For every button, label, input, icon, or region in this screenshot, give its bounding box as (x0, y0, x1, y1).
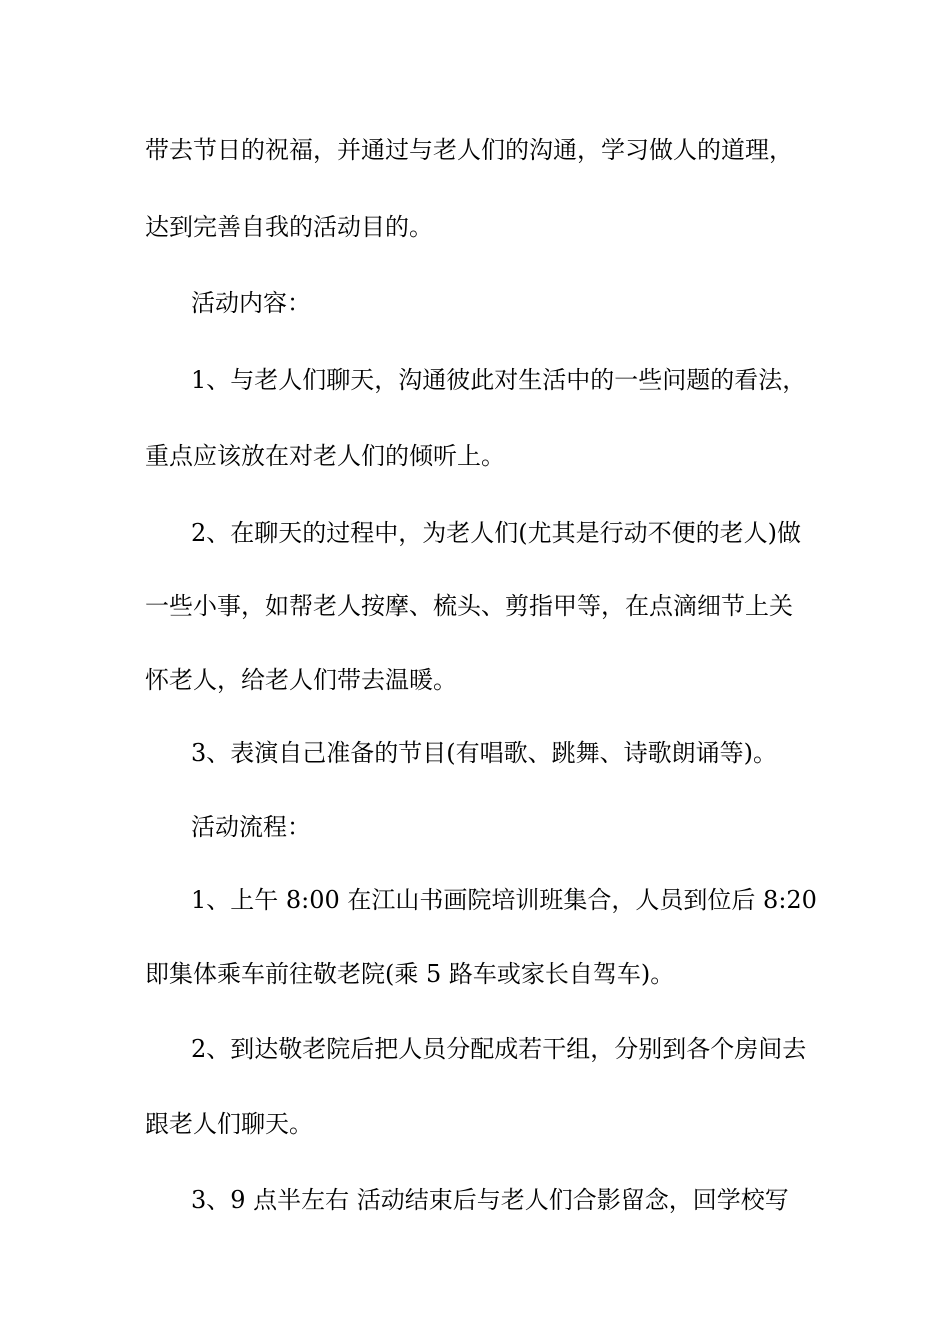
text-line: 达到完善自我的活动目的。 (145, 213, 433, 241)
text-line: 怀老人，给老人们带去温暖。 (145, 666, 457, 694)
section-heading: 活动流程： (191, 813, 311, 841)
text-line: 带去节日的祝福，并通过与老人们的沟通，学习做人的道理， (145, 136, 793, 164)
text-line: 2、在聊天的过程中，为老人们(尤其是行动不便的老人)做 (191, 519, 801, 547)
text-line: 即集体乘车前往敬老院(乘 5 路车或家长自驾车)。 (145, 960, 675, 988)
text-line: 3、表演自己准备的节目(有唱歌、跳舞、诗歌朗诵等)。 (191, 739, 777, 767)
text-line: 1、上午 8:00 在江山书画院培训班集合，人员到位后 8:20 (191, 886, 817, 914)
section-heading: 活动内容： (191, 289, 311, 317)
text-line: 3、9 点半左右 活动结束后与老人们合影留念，回学校写 (191, 1186, 789, 1214)
text-line: 一些小事，如帮老人按摩、梳头、剪指甲等，在点滴细节上关 (145, 592, 793, 620)
text-line: 1、与老人们聊天，沟通彼此对生活中的一些问题的看法， (191, 366, 807, 394)
text-line: 跟老人们聊天。 (145, 1110, 313, 1138)
text-line: 2、到达敬老院后把人员分配成若干组，分别到各个房间去 (191, 1035, 807, 1063)
text-line: 重点应该放在对老人们的倾听上。 (145, 442, 505, 470)
